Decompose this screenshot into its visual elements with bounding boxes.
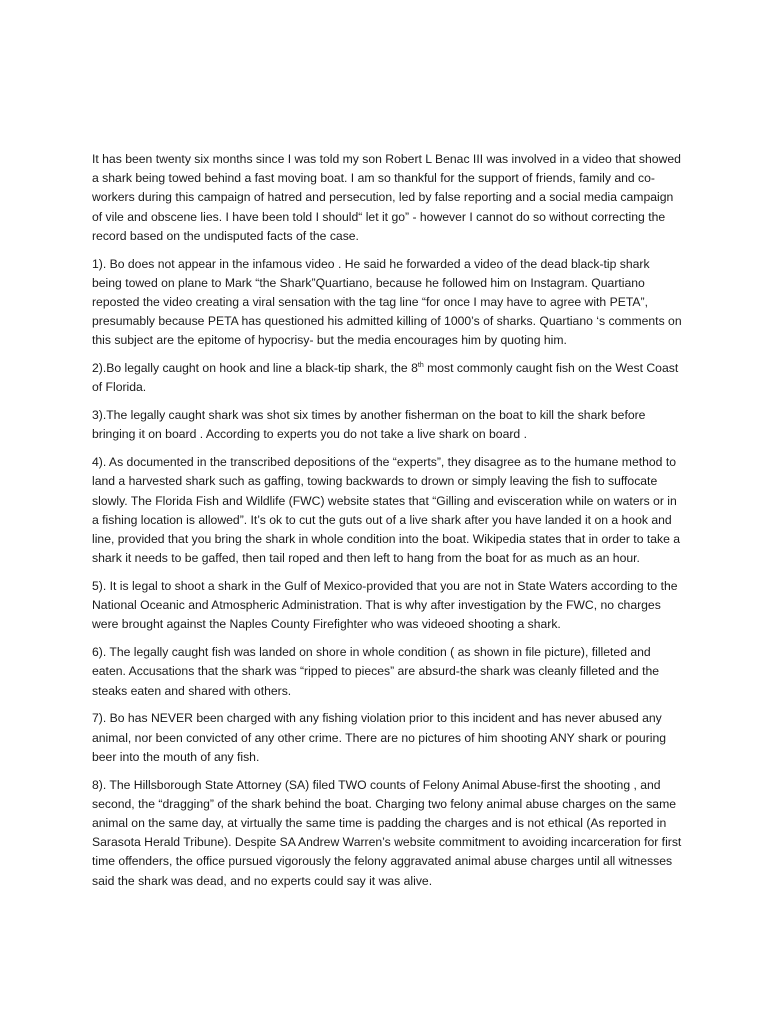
point-7-paragraph: 7). Bo has NEVER been charged with any fishing violation prior to this incident and has never abused any animal, nor been convicted of any other crime. There are no pictures of him shooting ANY shark or pouring beer into the mouth of any fish.: [92, 711, 667, 764]
point-2-text-start: 2).Bo legally caught on hook and line a black-tip shark, the 8: [92, 361, 418, 376]
point-4-paragraph: 4). As documented in the transcribed depositions of the “experts”, they disagree as to the humane method to land a harvested shark such as gaffing, towing backwards to drown or simply leaving the fish to suffocate slowly. The Florida Fish and Wildlife (FWC) website states that “Gilling and evisceration while on waters or in a fishing location is allowed”. It’s ok to cut the guts out of a live shark after you have landed it on a hook and line, provided that you bring the shark in whole condition into the boat. Wikipedia states that in order to take a shark it needs to be gaffed, then tail roped and then left to hang from the boat for as much as an hour.: [92, 455, 681, 566]
intro-paragraph: It has been twenty six months since I was told my son Robert L Benac III was involved in a video that showed a shark being towed behind a fast moving boat. I am so thankful for the support of friends, family and co- workers during this campaign of hatred and persecution, led by false reporting and a social media campaign of vile and obscene lies. I have been told I should“ let it go” - however I cannot do so without correcting the record based on the undisputed facts of the case.: [92, 152, 681, 243]
point-2-text-end: most commonly caught fish on the West Coast of Florida.: [92, 361, 679, 395]
point-6-paragraph: 6). The legally caught fish was landed on shore in whole condition ( as shown in file picture), filleted and eaten. Accusations that the shark was “ripped to pieces” are absurd-the shark was cleanly filleted and the steaks eaten and shared with others.: [92, 645, 660, 698]
point-8-paragraph: 8). The Hillsborough State Attorney (SA) filed TWO counts of Felony Animal Abuse-first the shooting , and second, the “dragging” of the shark behind the boat. Charging two felony animal abuse charges on the same animal on the same day, at virtually the same time is padding the charges and is not ethical (As reported in Sarasota Herald Tribune). Despite SA Andrew Warren’s website commitment to avoiding incarceration for first time offenders, the office pursued vigorously the felony aggravated animal abuse charges until all witnesses said the shark was dead, and no experts could say it was alive.: [92, 777, 682, 888]
point-1-paragraph: 1). Bo does not appear in the infamous video . He said he forwarded a video of the dead black-tip shark being towed on plane to Mark “the Shark”Quartiano, because he followed him on Instagram. Quartiano reposted the video creating a viral sensation with the tag line “for once I may have to agree with PETA”, presumably because PETA has questioned his admitted killing of 1000’s of sharks. Quartiano ‘s comments on this subject are the epitome of hypocrisy- but the media encourages him by quoting him.: [92, 256, 682, 348]
point-2-paragraph: [92, 359, 682, 397]
document-body: [92, 150, 682, 899]
point-3-paragraph: 3).The legally caught shark was shot six times by another fisherman on the boat to kill the shark before bringing it on board . According to experts you do not take a live shark on board .: [92, 408, 646, 442]
point-5-paragraph: 5). It is legal to shoot a shark in the Gulf of Mexico-provided that you are not in State Waters according to the National Oceanic and Atmospheric Administration. That is why after investigation by the FWC, no charges were brought against the Naples County Firefighter who was videoed shooting a shark.: [92, 579, 678, 632]
ordinal-superscript: th: [417, 362, 424, 370]
